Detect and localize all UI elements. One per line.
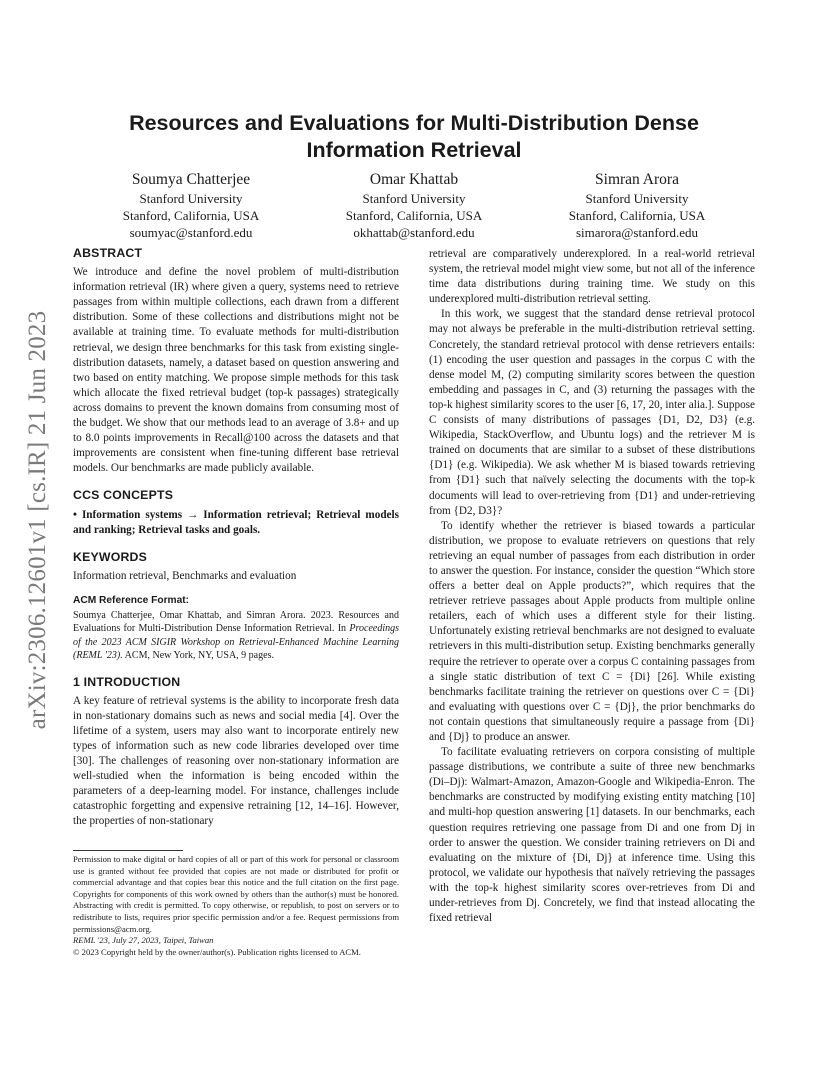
ccs-text: • Information systems → Information retrieval; Retrieval models and ranking; Retrieval tasks and goals. — [73, 508, 399, 536]
keywords-heading: KEYWORDS — [73, 549, 148, 564]
introduction-heading: 1 INTRODUCTION — [73, 674, 181, 689]
right-paragraph-3: To identify whether the retriever is biased towards a particular distribution, we propose to evaluate retrievers on questions that rely retrieving an equal number of passages from each distribution in order to answer the question. For instance, consider the question “Which store offers a better deal on Apple products?”, which requires that the retriever retrieve passages about Apple products from multiple online retailers, each of which uses a different style for their listing. Unfortunately existing retrieval benchmarks are not designed to evaluate retrievers in this multi-distribution setup. Existing benchmarks generally require the retriever to operate over a corpus C containing passages from a single static distribution of text C = {Di} [26]. While existing benchmarks facilitate training the retriever on questions over C = {Di} and evaluating with questions over C = {Dj}, the prior benchmarks do not contain questions that simultaneously require a passage from {Di} and {Dj} to produce an answer. — [429, 519, 755, 743]
author-name: Omar Khattab — [369, 171, 459, 188]
permission-notice: Permission to make digital or hard copies of all or part of this work for personal or classroom use is granted without fee provided that copies are not made or distributed for profit or commercial advantage and that copies bear this notice and the full citation on the first page. Copyrights for components of this work owned by others than the author(s) must be honored. Abstracting with credit is permitted. To copy otherwise, or republish, to post on servers or to redistribute to lists, requires prior specific permission and/or a fee. Request permissions from permissions@acm.org. — [73, 854, 399, 934]
reference-pages: ACM, New York, NY, USA, 9 pages. — [122, 650, 274, 662]
abstract-text: We introduce and define the novel problem of multi-distribution information retrieval (IR) where given a query, systems need to retrieve passages from within multiple collections, each drawn from a different distribution. Some of these collections and distributions might not be available at training time. To evaluate methods for multi-distribution retrieval, we design three benchmarks for this task from existing single-distribution datasets, namely, a dataset based on question answering and two based on entity matching. We propose simple methods for this task which allocate the fixed retrieval budget (top-k passages) strategically across domains to prevent the known domains from consuming most of the budget. We show that our methods lead to an average of 3.8+ and up to 8.0 points improvements in Recall@100 across the datasets and that improvements are consistent when fine-tuning different base retrieval models. Our benchmarks are made publicly available. — [73, 266, 399, 475]
reference-text — [73, 609, 399, 663]
author-location: Stanford, California, USA — [345, 208, 483, 223]
reference-citation: Soumya Chatterjee, Omar Khattab, and Simran Arora. 2023. Resources and Evaluations for Multi-Distribution Dense Information Retrieval. In — [73, 609, 399, 635]
author-1 — [76, 170, 306, 241]
footnote-rule — [73, 850, 183, 851]
copyright-notice: © 2023 Copyright held by the owner/author(s). Publication rights licensed to ACM. — [73, 946, 361, 957]
arxiv-stamp: arXiv:2306.12601v1 [cs.IR] 21 Jun 2023 — [24, 310, 51, 730]
keywords-text: Information retrieval, Benchmarks and evaluation — [73, 569, 297, 582]
author-name: Simran Arora — [595, 171, 679, 188]
reference-venue: Proceedings of the 2023 ACM SIGIR Workshop on Retrieval-Enhanced Machine Learning (REML '23). — [73, 623, 399, 662]
reference-heading: ACM Reference Format: — [73, 594, 190, 606]
author-email[interactable]: soumyac@stanford.edu — [129, 225, 253, 240]
ccs-heading: CCS CONCEPTS — [73, 488, 174, 503]
footnote-block — [73, 850, 399, 958]
right-paragraph-4: To facilitate evaluating retrievers on corpora consisting of multiple passage distributions, we contribute a suite of three new benchmarks (Di–Dj): Walmart-Amazon, Amazon-Google and Wikipedia-Enron. The benchmarks are constructed by modifying existing entity matching [10] and multi-hop question answering [1] datasets. In our benchmarks, each question requires retrieving one passage from Di and one from Dj in order to answer the question. We consider training retrievers on Di and evaluating on the mixture of {Di, Dj} at inference time. Using this protocol, we validate our hypothesis that naïvely retrieving the passages with the top-k highest similarity scores over-retrieves from Di and under-retrieves from Dj. Concretely, we find that instead allocating the fixed retrieval — [429, 746, 755, 925]
right-column — [429, 247, 755, 926]
right-paragraph-2: In this work, we suggest that the standard dense retrieval protocol may not always be preferable in the multi-distribution retrieval setting. Concretely, the standard retrieval protocol with dense retrievers entails: (1) encoding the user question and passages in the corpus C with the dense model M, (2) computing similarity scores between the question embedding and passages in C, and (3) returning the passages with the top-k highest similarity scores to the user [6, 17, 20, inter alia.]. Suppose C consists of many distributions of passages {D1, D2, D3} (e.g. Wikipedia, StackOverflow, and Ubuntu logs) and the retriever M is trained on documents that are similar to a subset of these distributions {D1} (e.g. Wikipedia). We ask whether M is biased towards retrieving from {D1} such that naïvely selecting the documents with the top-k documents will lead to over-retrieving from {D1} and under-retrieving from {D2, D3}? — [429, 308, 755, 517]
arxiv-identifier — [18, 300, 58, 740]
introduction-paragraph: A key feature of retrieval systems is the ability to incorporate fresh data in non-stationary domains such as news and social media [4]. Over the lifetime of a system, users may also want to incorporate entirely new types of information such as new code libraries developed over time [30]. The challenges of reasoning over non-stationary information are well-studied when the information is being encoded within the parameters of a deep-learning model. For instance, challenges include catastrophic forgetting and expensive retraining [12, 14–16]. However, the properties of non-stationary — [73, 694, 399, 828]
author-email[interactable]: simarora@stanford.edu — [575, 225, 699, 240]
right-paragraph-1: retrieval are comparatively underexplored. In a real-world retrieval system, the retrieval model might view some, but not all of the inference time data distributions during training time. We study on this underexplored multi-distribution retrieval setting. — [429, 248, 755, 306]
author-2 — [299, 170, 529, 241]
author-3 — [522, 170, 752, 241]
abstract-heading: ABSTRACT — [73, 246, 143, 260]
author-location: Stanford, California, USA — [122, 208, 260, 223]
author-location: Stanford, California, USA — [568, 208, 706, 223]
author-affiliation: Stanford University — [362, 191, 466, 206]
author-affiliation: Stanford University — [585, 191, 689, 206]
author-name: Soumya Chatterjee — [131, 171, 251, 188]
paper-title: Resources and Evaluations for Multi-Distribution Dense Information Retrieval — [129, 111, 699, 162]
author-email[interactable]: okhattab@stanford.edu — [353, 225, 475, 240]
author-affiliation: Stanford University — [139, 191, 243, 206]
conference-venue: REML '23, July 27, 2023, Taipei, Taiwan — [73, 935, 214, 946]
left-column — [73, 246, 399, 830]
